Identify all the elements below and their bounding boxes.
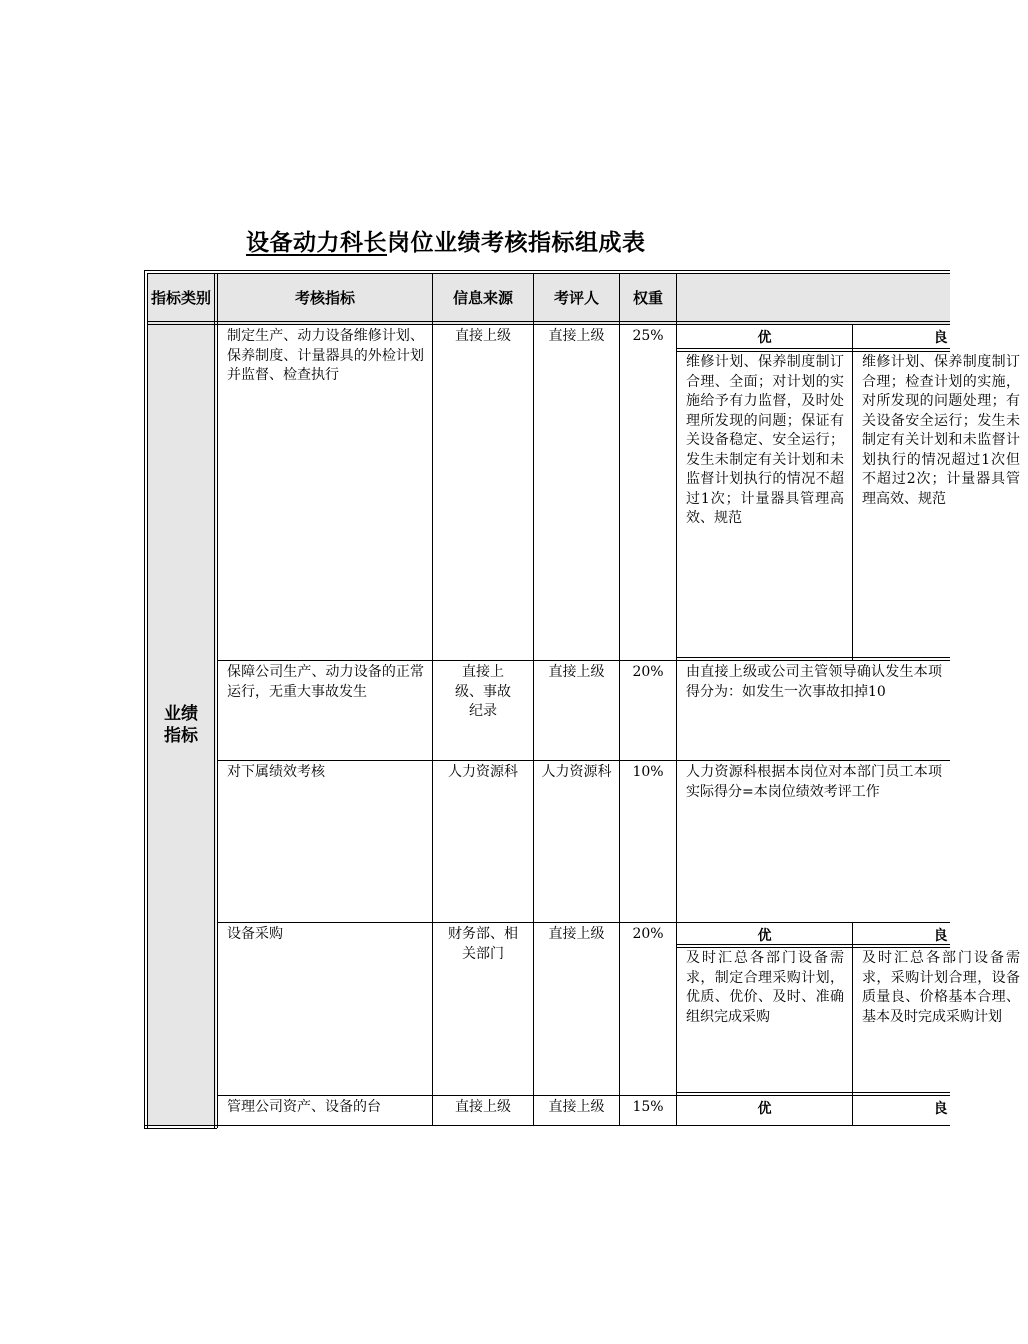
- row3-evaluator: 人力资源科: [541, 764, 612, 780]
- row1-grade-good: 良: [933, 330, 948, 346]
- row4-indicator: 设备采购: [227, 926, 283, 942]
- header-weight: 权重: [632, 288, 663, 307]
- row3-source: 人力资源科: [448, 764, 518, 780]
- row4-good-criteria: 及时汇总各部门设备需求，采购计划合理，设备质量良、价格基本合理、基本及时完成采购计划: [862, 950, 1020, 1025]
- row1-good-criteria: 维修计划、保养制度制订合理；检查计划的实施，对所发现的问题处理；有关设备安全运行；发生未制定有关计划和未监督计划执行的情况超过1次但不超过2次；计量器具管理高效、规范: [862, 354, 1020, 507]
- row1-evaluator: 直接上级: [548, 328, 605, 344]
- row5-evaluator: 直接上级: [548, 1099, 605, 1115]
- row5-weight: 15%: [632, 1099, 664, 1115]
- row5-grade-excellent: 优: [757, 1101, 772, 1117]
- row3-criteria: 人力资源科根据本岗位对本部门员工本项实际得分=本岗位绩效考评工作: [686, 764, 942, 800]
- page-title-rest: 岗位业绩考核指标组成表: [387, 230, 646, 256]
- category-label: 业绩指标: [164, 703, 198, 746]
- row2-indicator: 保障公司生产、动力设备的正常运行，无重大事故发生: [227, 664, 424, 700]
- row2-source: 直接上级、事故纪录: [455, 664, 511, 719]
- row1-source: 直接上级: [455, 328, 511, 344]
- row3-indicator: 对下属绩效考核: [227, 764, 325, 780]
- row4-source: 财务部、相关部门: [448, 926, 518, 962]
- header-indicator: 考核指标: [294, 288, 355, 307]
- row4-weight: 20%: [632, 926, 664, 942]
- row1-weight: 25%: [632, 328, 664, 344]
- row1-indicator: 制定生产、动力设备维修计划、保养制度、计量器具的外检计划并监督、检查执行: [227, 328, 424, 383]
- row4-grade-excellent: 优: [757, 928, 772, 944]
- row1-grade-excellent: 优: [757, 330, 772, 346]
- header-standard: [677, 274, 950, 321]
- header-evaluator: 考评人: [553, 288, 599, 307]
- row4-excellent-criteria: 及时汇总各部门设备需求，制定合理采购计划，优质、优价、及时、准确组织完成采购: [686, 950, 844, 1025]
- row2-criteria: 由直接上级或公司主管领导确认发生本项得分为：如发生一次事故扣掉10: [686, 664, 942, 700]
- row5-grade-good: 良: [933, 1101, 948, 1117]
- row4-evaluator: 直接上级: [548, 926, 605, 942]
- row4-grade-good: 良: [933, 928, 948, 944]
- page-title: [246, 224, 646, 257]
- row1-excellent-criteria: 维修计划、保养制度制订合理、全面；对计划的实施给予有力监督，及时处理所发现的问题；保证有关设备稳定、安全运行；发生未制定有关计划和未监督计划执行的情况不超过1次；计量器具管理高效、规范: [686, 354, 844, 526]
- header-category: 指标类别: [150, 288, 211, 307]
- page-title-underlined: 设备动力科长: [246, 230, 387, 256]
- row5-indicator: 管理公司资产、设备的台: [227, 1099, 381, 1115]
- row2-evaluator: 直接上级: [548, 664, 605, 680]
- row3-weight: 10%: [632, 764, 664, 780]
- header-source: 信息来源: [452, 288, 513, 307]
- row2-weight: 20%: [632, 664, 664, 680]
- row5-source: 直接上级: [455, 1099, 511, 1115]
